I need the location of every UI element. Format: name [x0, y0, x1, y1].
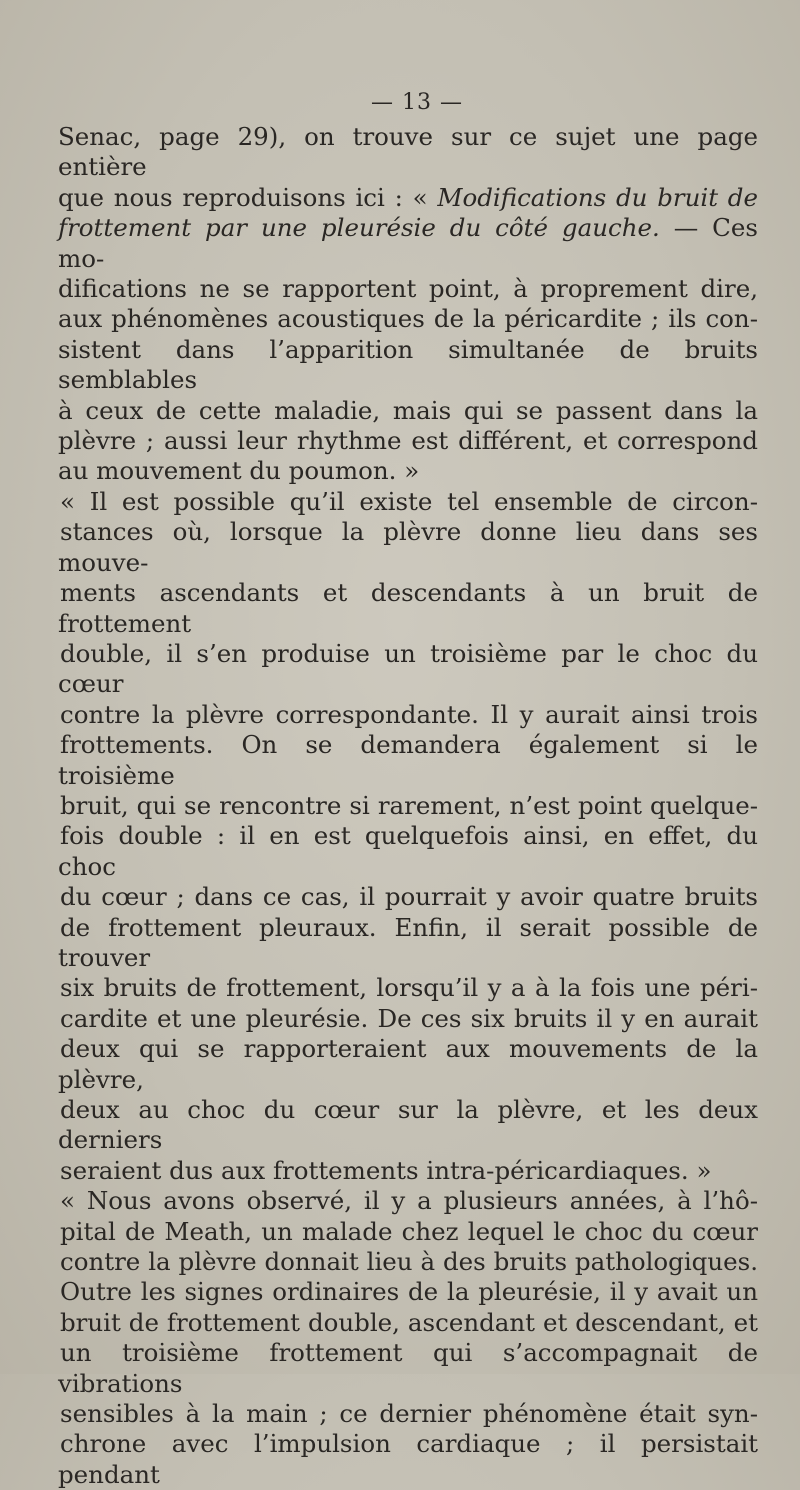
text-line: « Nous avons observé, il y a plusieurs années, à l’hô-: [60, 1186, 758, 1216]
text-line: ments ascendants et descendants à un bruit de frottement: [58, 578, 758, 638]
page-number: — 13 —: [371, 90, 463, 115]
text-line: stances où, lorsque la plèvre donne lieu dans ses mouve-: [58, 517, 758, 577]
italic-title: frottement par une pleurésie du côté gauche.: [58, 213, 660, 243]
text-line: que nous reproduisons ici : «: [58, 182, 438, 212]
text-line: à ceux de cette maladie, mais qui se passent dans la: [58, 395, 758, 425]
text-line: deux qui se rapporteraient aux mouvements de la plèvre,: [58, 1034, 758, 1094]
italic-title: Modifications du bruit de: [437, 182, 758, 212]
text-line: contre la plèvre donnait lieu à des bruits pathologiques.: [60, 1247, 758, 1277]
text-line: sistent dans l’apparition simultanée de bruits semblables: [58, 334, 758, 395]
text-line-with-italic: frottement par une pleurésie du côté gauche. — Ces mo-: [58, 213, 758, 273]
text-line: pital de Meath, un malade chez lequel le choc du cœur: [60, 1216, 758, 1246]
text-line: sensibles à la main ; ce dernier phénomène était syn-: [60, 1399, 758, 1429]
text-line: de frottement pleuraux. Enfin, il serait possible de trouver: [58, 912, 758, 972]
text-line: difications ne se rapportent point, à proprement dire,: [58, 274, 758, 304]
text-line: « Il est possible qu’il existe tel ensemble de circon-: [60, 486, 758, 516]
text-line: double, il s’en produise un troisième par le choc du cœur: [58, 638, 758, 699]
text-line: contre la plèvre correspondante. Il y aurait ainsi trois: [60, 699, 758, 729]
paragraph-2: [58, 487, 758, 1186]
text-line: seraient dus aux frottements intra-péricardiaques. »: [60, 1155, 712, 1185]
paragraph-1: [58, 122, 758, 487]
text-line: fois double : il en est quelquefois ainsi, en effet, du choc: [58, 821, 758, 881]
text-line: Senac, page 29), on trouve sur ce sujet une page entière: [58, 122, 758, 182]
text-line: bruit de frottement double, ascendant et descendant, et: [60, 1307, 758, 1337]
text-line: six bruits de frottement, lorsqu’il y a à la fois une péri-: [60, 973, 758, 1003]
text-line: frottements. On se demandera également si le troisième: [58, 730, 758, 790]
text-line: plèvre ; aussi leur rhythme est différent, et correspond: [58, 426, 758, 456]
text-line: aux phénomènes acoustiques de la péricardite ; ils con-: [58, 304, 758, 334]
text-line: un troisième frottement qui s’accompagnait de vibrations: [58, 1338, 758, 1398]
text-line: bruit, qui se rencontre si rarement, n’est point quelque-: [60, 790, 758, 820]
text-line: deux au choc du cœur sur la plèvre, et les deux derniers: [58, 1095, 758, 1155]
text-line: cardite et une pleurésie. De ces six bruits il y en aurait: [60, 1003, 758, 1033]
text-line: du cœur ; dans ce cas, il pourrait y avoir quatre bruits: [60, 882, 758, 912]
paragraph-3: [58, 1186, 758, 1490]
book-page: [58, 88, 758, 1490]
text-line: chrone avec l’impulsion cardiaque ; il persistait pendant: [58, 1429, 758, 1489]
text-line-with-italic: [58, 183, 758, 213]
text-line: Outre les signes ordinaires de la pleurésie, il y avait un: [60, 1277, 758, 1307]
text-line: au mouvement du poumon. »: [58, 456, 420, 486]
